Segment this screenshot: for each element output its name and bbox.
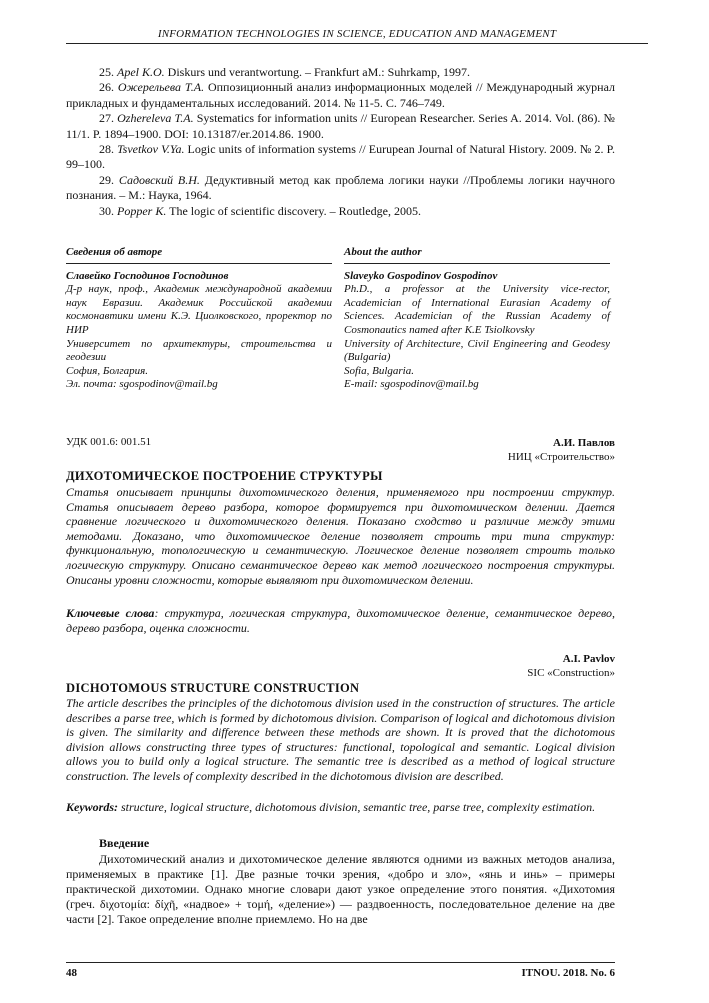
- reference-text: The logic of scientific discovery. – Routledge, 2005.: [166, 203, 421, 218]
- author-location: София, Болгария.: [66, 364, 149, 377]
- reference-text: Дедуктивный метод как проблема логики науки //Проблемы логики научного познания. – М.: Наука, 1964.: [66, 172, 616, 203]
- article-organization: SIC «Construction»: [527, 667, 615, 679]
- udc-code: УДК 001.6: 001.51: [66, 436, 152, 448]
- article-title-en: DICHOTOMOUS STRUCTURE CONSTRUCTION: [66, 681, 360, 695]
- reference-author: Popper K.: [117, 203, 167, 218]
- author-info-en: [344, 246, 610, 392]
- reference-author: Ожерельева Т.А.: [117, 80, 205, 95]
- journal-issue: ITNOU. 2018. No. 6: [521, 967, 615, 979]
- reference-number: 25.: [99, 65, 114, 79]
- reference-number: 29.: [99, 172, 114, 187]
- article-author: А.И. Павлов: [553, 437, 615, 449]
- reference-text: Оппозиционный анализ информационных моделей // Международный журнал прикладных и фундаментальных исследований. 2014. № 11-5. С. 746–749.: [66, 80, 616, 110]
- reference-item: [66, 65, 615, 80]
- reference-author: Садовский В.Н.: [118, 172, 200, 187]
- author-info-ru: [66, 246, 332, 392]
- page-footer: [66, 962, 615, 979]
- author-name: Славейко Господинов Господинов: [66, 269, 229, 282]
- page-number: 48: [66, 967, 77, 979]
- article-author: A.I. Pavlov: [562, 653, 615, 665]
- keywords-label: Ключевые слова: [66, 606, 155, 620]
- abstract-ru: Статья описывает принципы дихотомического деления, применяемого при построении структур. Статья описывает дерево разбора, которое формируется при дихотомическом делении. Дается сравнение логического и дихотомического деления. Показано сходство и различие между этими методами. Доказано, что дихотомическое деление позволяет строить три типа структур: функциональную, топологическую и семантическую. Логическое деление позволяет строить только логическую структуру. Описано семантическое дерево как метод логического построения структуры. Описаны уровни сложности, которые выявляют при дихотомическом делении.: [66, 485, 615, 587]
- running-header: INFORMATION TECHNOLOGIES IN SCIENCE, EDUCATION AND MANAGEMENT: [66, 28, 648, 44]
- section-heading: Введение: [99, 836, 150, 850]
- reference-text: Logic units of information systems // Eurupean Journal of Natural History. 2009. № 2. P. 99–100.: [66, 142, 615, 172]
- keywords-text: : структура, логическая структура, дихотомическое деление, семантическое дерево, дерево разбора, оценка сложности.: [66, 606, 615, 635]
- reference-item: [66, 173, 615, 204]
- article-organization: НИЦ «Строительство»: [507, 451, 615, 463]
- reference-item: [66, 80, 615, 111]
- author-location: Sofia, Bulgaria.: [344, 364, 414, 377]
- section-body: Дихотомический анализ и дихотомическое деление являются одними из важных методов анализа, применяемых в практике [1]. Две разные точки зрения, «добро и зло», «янь и инь» – примеры практической дихотомии. Однако многие словари дают узкое определение этого понятия. «Дихотомия (греч. διχοτομία: δίχῆ, «надвое» + τομή, «деление») — раздвоенность, последовательное деление на две части [2]. Такое определение вполне приемлемо. Но на две: [66, 852, 615, 926]
- keywords-en: [66, 800, 615, 815]
- reference-item: [66, 142, 615, 173]
- author-bio: Д-р наук, проф., Академик международной академии наук Евразии. Академик Российской академии космонавтики имени К.Э. Циолковского, проректор по НИР: [66, 283, 332, 336]
- reference-text: Diskurs und verantwortung. – Frankfurt aM.: Suhrkamp, 1997.: [164, 65, 470, 79]
- reference-author: Tsvetkov V.Ya.: [117, 142, 185, 157]
- reference-list: [66, 65, 615, 219]
- keywords-label: Keywords:: [66, 800, 118, 814]
- reference-number: 26.: [99, 80, 114, 95]
- author-affiliation: Университет по архитектуры, строительства и геодезии: [66, 337, 332, 364]
- author-name: Slaveyko Gospodinov Gospodinov: [344, 269, 498, 282]
- reference-number: 28.: [99, 142, 114, 157]
- author-section-title: Сведения об авторе: [66, 246, 332, 264]
- reference-number: 27.: [99, 111, 114, 126]
- article-title-ru: ДИХОТОМИЧЕСКОЕ ПОСТРОЕНИЕ СТРУКТУРЫ: [66, 469, 383, 483]
- reference-item: [66, 111, 615, 142]
- article-author-block-en: [527, 652, 615, 680]
- abstract-en: The article describes the principles of the dichotomous division used in the construction of structures. The article describes a parse tree, which is formed by dichotomous division. Comparison of logical and dichotomous division is given. The similarity and difference between these methods are shown. It is proved that the dichotomous division allows constructing three types of structures: functional, topological and semantic. Logical division allows you to build only a logical structure. The semantic tree is described as a method of logical structure construction. The levels of complexity described in the dichotomous division are described.: [66, 696, 615, 783]
- author-bio: Ph.D., a professor at the University vice-rector, Academician of International Eurasian Academy of Sciences. Academician of the Russian Academy of Cosmonautics named after K.E Tsiolkovsky: [344, 283, 610, 336]
- reference-number: 30.: [99, 203, 114, 218]
- author-section-title: About the author: [344, 246, 610, 264]
- reference-item: [66, 204, 615, 219]
- keywords-ru: [66, 606, 615, 635]
- reference-text: Systematics for information units // European Researcher. Series A. 2014. Vol. (86). № 11/1. P. 1894–1900. DOI: 10.13187/er.2014.86. 1900.: [66, 111, 615, 141]
- reference-author: Apel K.O.: [117, 65, 165, 79]
- keywords-text: structure, logical structure, dichotomous division, semantic tree, parse tree, complexity estimation.: [118, 800, 596, 814]
- author-affiliation: University of Architecture, Civil Engineering and Geodesy (Bulgaria): [344, 337, 610, 364]
- author-email: E-mail: sgospodinov@mail.bg: [344, 378, 479, 391]
- reference-author: Ozhereleva T.A.: [117, 111, 194, 126]
- author-email: Эл. почта: sgospodinov@mail.bg: [66, 378, 218, 391]
- article-author-block-ru: [508, 436, 615, 464]
